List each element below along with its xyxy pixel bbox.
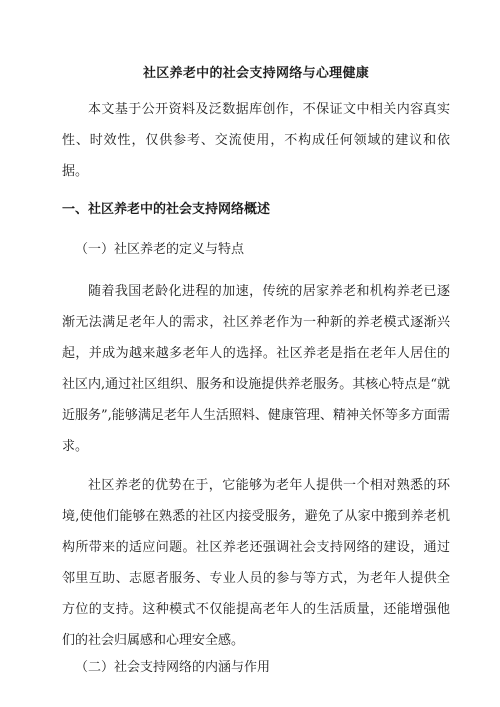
document-title: 社区养老中的社会支持网络与心理健康 — [142, 66, 370, 81]
body-paragraph: 社区养老的优势在于，它能够为老年人提供一个相对熟悉的环境,使他们能够在熟悉的社区内接受服务，避免了从家中搬到养老机构所带来的适应问题。社区养老还强调社会支持网络的建设，通过邻里互助、志愿者服务、专业人员的参与等方式，为老年人提供全方位的支持。这种模式不仅能提高老年人的生活质量，还能增强他们的社会归属感和心理安全感。 — [62, 478, 450, 648]
subsection-heading-2: （二）社会支持网络的内涵与作用 — [75, 660, 271, 675]
disclaimer-paragraph: 本文基于公开资料及泛数据库创作，不保证文中相关内容真实性、时效性，仅供参考、交流使用，不构成任何领域的建议和依据。 — [62, 102, 450, 179]
section-heading-1: 一、社区养老中的社会支持网络概述 — [62, 202, 271, 217]
subsection-heading-1: （一）社区养老的定义与特点 — [75, 242, 245, 257]
body-paragraph: 随着我国老龄化进程的加速，传统的居家养老和机构养老已逐渐无法满足老年人的需求，社区养老作为一种新的养老模式逐渐兴起，并成为越来越多老年人的选择。社区养老是指在老年人居住的社区内,通过社区组织、服务和设施提供养老服务。其核心特点是“就近服务”,能够满足老年人生活照料、健康管理、精神关怀等多方面需求。 — [62, 284, 450, 454]
subsection-body-1 — [62, 276, 450, 656]
